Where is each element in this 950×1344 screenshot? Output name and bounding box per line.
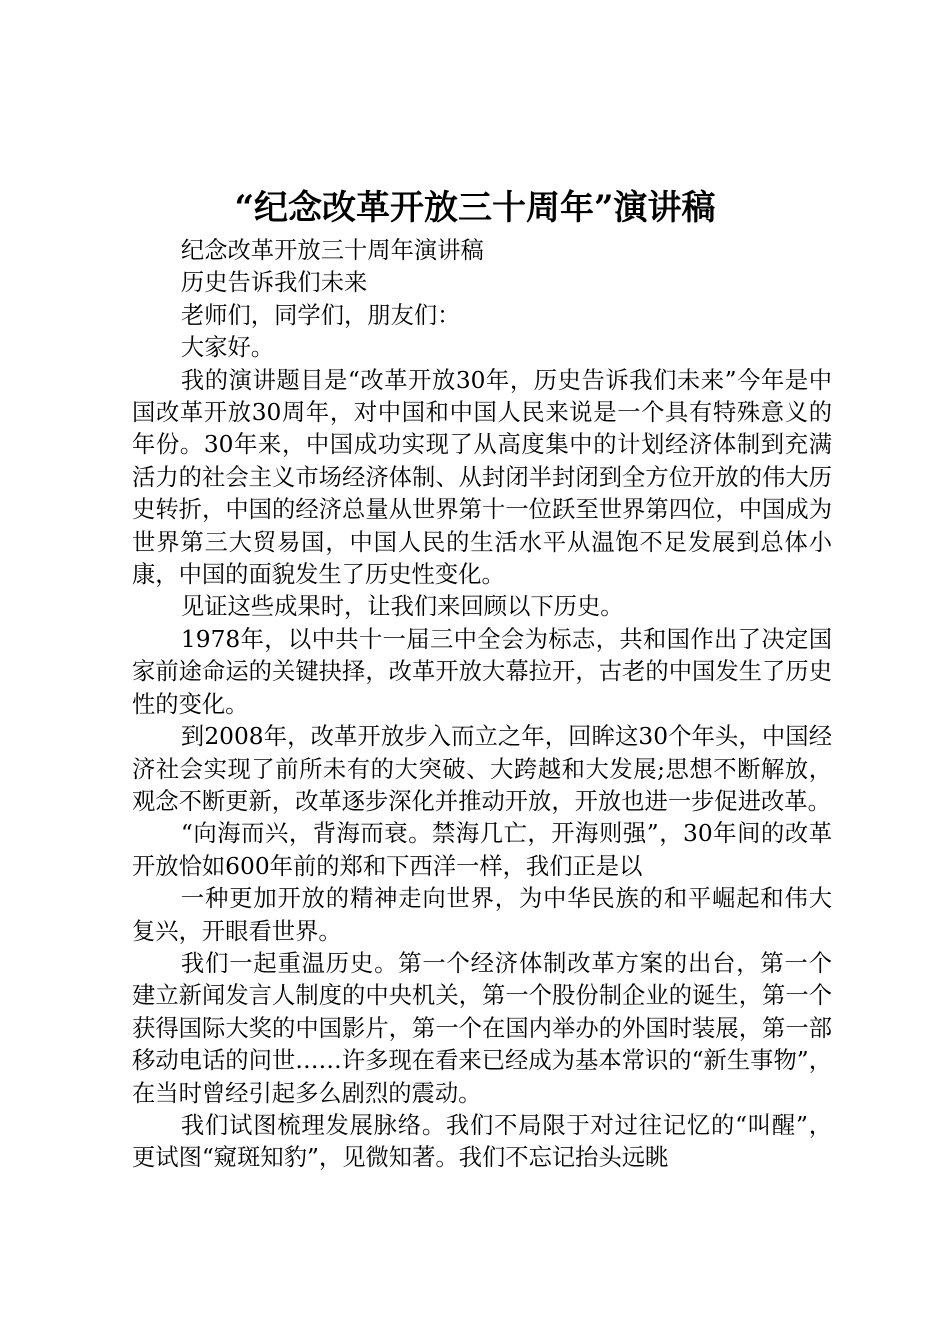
- paragraph: 纪念改革开放三十周年演讲稿: [180, 237, 484, 264]
- paragraph: 1978年，以中共十一届三中全会为标志，共和国作出了决定国家前途命运的关键抉择，改革开放大幕拉开，古老的中国发生了历史性的变化。: [132, 625, 832, 718]
- paragraph: 一种更加开放的精神走向世界，为中华民族的和平崛起和伟大复兴，开眼看世界。: [132, 885, 832, 945]
- paragraph: 老师们，同学们，朋友们：: [180, 301, 461, 329]
- paragraph: 见证这些成果时，让我们来回顾以下历史。: [180, 593, 624, 621]
- paragraph: 我们一起重温历史。第一个经济体制改革方案的出台，第一个建立新闻发言人制度的中央机关，第一个股份制企业的诞生，第一个获得国际大奖的中国影片，第一个在国内举办的外国时装展，第一部移动电话的问世……许多现在看来已经成为基本常识的“新生事物”，在当时曾经引起多么剧烈的震动。: [132, 949, 832, 1107]
- paragraph: 历史告诉我们未来: [180, 269, 368, 297]
- paragraph: “向海而兴，背海而衰。禁海几亡，开海则强”，30年间的改革开放恰如600年前的郑和下西洋一样，我们正是以: [132, 820, 832, 880]
- document-title: “纪念改革开放三十周年”演讲稿: [234, 188, 716, 228]
- document-body: [132, 235, 832, 1175]
- paragraph: 我们试图梳理发展脉络。我们不局限于对过往记忆的“叫醒”，更试图“窥斑知豹”，见微知著。我们不忘记抬头远眺: [132, 1111, 832, 1172]
- paragraph: 到2008年，改革开放步入而立之年，回眸这30个年头，中国经济社会实现了前所未有的大突破、大跨越和大发展;思想不断解放，观念不断更新，改革逐步深化并推动开放，开放也进一步促进改革。: [132, 723, 832, 815]
- paragraph: 大家好。: [180, 334, 275, 362]
- paragraph: 我的演讲题目是“改革开放30年，历史告诉我们未来”今年是中国改革开放30周年，对中国和中国人民来说是一个具有特殊意义的年份。30年来，中国成功实现了从高度集中的计划经济体制到充满活力的社会主义市场经济体制、从封闭半封闭到全方位开放的伟大历史转折，中国的经济总量从世界第十一位跃至世界第四位，中国成为世界第三大贸易国，中国人民的生活水平从温饱不足发展到总体小康，中国的面貌发生了历史性变化。: [132, 366, 832, 589]
